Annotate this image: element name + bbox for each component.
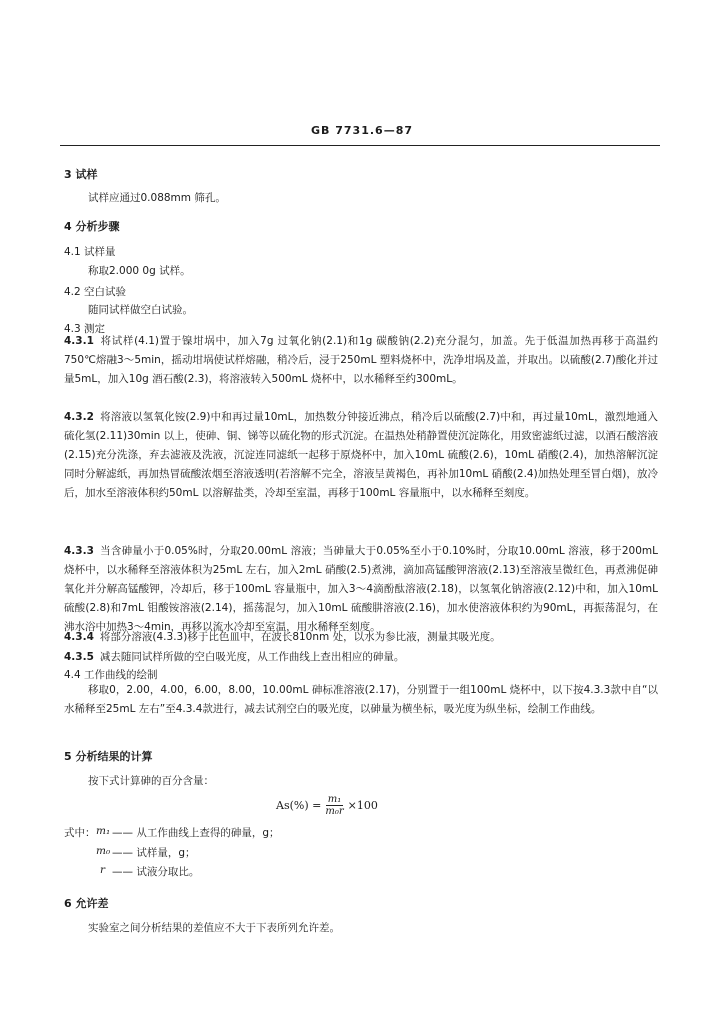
section-5-intro: 按下式计算砷的百分含量：	[88, 775, 214, 787]
clause-number: 4.3.3	[64, 545, 94, 557]
def-r-symbol: r	[100, 864, 106, 876]
formula-fraction	[323, 794, 345, 817]
def-m1-symbol: m₁	[96, 825, 111, 837]
paragraph-4-3-3	[64, 542, 658, 637]
formula-numerator: m₁	[327, 794, 342, 805]
section-3-title: 3 试样	[64, 168, 98, 181]
def-m0-symbol: m₀	[96, 845, 111, 857]
section-5-title: 5 分析结果的计算	[64, 750, 153, 763]
def-m0-text: —— 试样量，g；	[112, 847, 196, 859]
section-4-1-title: 4.1 试样量	[64, 246, 116, 258]
clause-text: 将溶液以氢氧化铵(2.9)中和再过量10mL，加热数分钟接近沸点，稍冷后以硫酸(2.7)中和，再过量10mL，激烈地通入硫化氢(2.11)30min 以上，使砷、铜、锑等以硫化物的形式沉淀。在温热处稍静置使沉淀陈化，用致密滤纸过滤，以酒石酸溶液(2.15)充分洗涤，弃去滤液及洗液，沉淀连同滤纸一起移于原烧杯中，加入10mL 硫酸(2.6)，10mL 硝酸(2.4)，加热溶解沉淀同时分解滤纸，再加热冒硫酸浓烟至溶液透明(若溶解不完全，溶液呈黄褐色，再补加10mL 硝酸(2.4)加热处理至冒白烟)，放冷后，加水至溶液体积约50mL 以溶解盐类，冷却至室温，再移于100mL 容量瓶中，以水稀释至刻度。	[64, 411, 658, 499]
clause-text: 当含砷量小于0.05%时，分取20.00mL 溶液；当砷量大于0.05%至小于0.10%时，分取10.00mL 溶液，移于200mL 烧杯中，以水稀释至溶液体积为25mL 左右，加入2mL 硝酸(2.5)煮沸，滴加高锰酸钾溶液(2.13)至溶液呈微红色，再煮沸促砷氧化并分解高锰酸钾，冷却后，移于100mL 容量瓶中，加入3～4滴酚酞溶液(2.18)，以氢氧化钠溶液(2.12)中和，加入10mL 硫酸(2.8)和7mL 钼酸铵溶液(2.14)，摇荡混匀，加入10mL 硫酸肼溶液(2.16)，加水使溶液体积约为90mL，再振荡混匀，在沸水浴中加热3～4min，再移以流水冷却至室温，用水稀释至刻度。	[64, 545, 658, 633]
section-4-title: 4 分析步骤	[64, 220, 120, 233]
formula-denominator: m₀r	[325, 806, 344, 817]
paragraph-4-3-1	[64, 332, 658, 389]
definitions-prefix: 式中：	[64, 827, 96, 839]
paragraph-4-3-5	[64, 648, 658, 667]
section-4-4-title: 4.4 工作曲线的绘制	[64, 669, 158, 681]
paragraph-4-3-4	[64, 628, 658, 647]
clause-text: 将部分溶液(4.3.3)移于比色皿中，在波长810nm 处，以水为参比液，测量其吸光度。	[99, 631, 501, 643]
clause-text: 减去随同试样所做的空白吸光度，从工作曲线上查出相应的砷量。	[99, 651, 405, 663]
standard-header: GB 7731.6—87	[311, 124, 413, 137]
clause-number: 4.3.5	[64, 651, 94, 663]
clause-number: 4.3.4	[64, 631, 94, 643]
clause-number: 4.3.2	[64, 411, 94, 423]
clause-number: 4.3.1	[64, 335, 94, 347]
formula-rhs: ×100	[347, 799, 378, 812]
section-3-text: 试样应通过0.088mm 筛孔。	[88, 192, 226, 204]
clause-text: 将试样(4.1)置于镍坩埚中，加入7g 过氧化钠(2.1)和1g 碳酸钠(2.2)充分混匀，加盖。先于低温加热再移于高温约750℃熔融3～5min，摇动坩埚使试样熔融，稍冷后，浸于250mL 塑料烧杯中，洗净坩埚及盖，并取出。以硫酸(2.7)酸化并过量5mL，加入10g 酒石酸(2.3)，将溶液转入500mL 烧杯中，以水稀释至约300mL。	[64, 335, 658, 385]
section-6-text: 实验室之间分析结果的差值应不大于下表所列允许差。	[88, 922, 340, 934]
paragraph-4-4: 移取0，2.00，4.00，6.00，8.00，10.00mL 砷标准溶液(2.17)，分别置于一组100mL 烧杯中，以下按4.3.3款中自“以水稀释至25mL 左右”至4.3.4款进行，减去试剂空白的吸光度，以砷量为横坐标，吸光度为纵坐标，绘制工作曲线。	[64, 684, 658, 715]
header-rule	[60, 145, 660, 146]
def-m1-text: —— 从工作曲线上查得的砷量，g；	[112, 827, 280, 839]
section-4-2-text: 随同试样做空白试验。	[88, 304, 193, 316]
section-4-3-title: 4.3 测定	[64, 323, 106, 335]
paragraph-4-3-2	[64, 408, 658, 503]
arsenic-formula	[276, 794, 378, 817]
def-r-text: —— 试液分取比。	[112, 866, 200, 878]
section-4-2-title: 4.2 空白试验	[64, 286, 127, 298]
formula-lhs: As(%) =	[276, 799, 322, 812]
section-4-1-text: 称取2.000 0g 试样。	[88, 265, 191, 277]
section-6-title: 6 允许差	[64, 897, 109, 910]
